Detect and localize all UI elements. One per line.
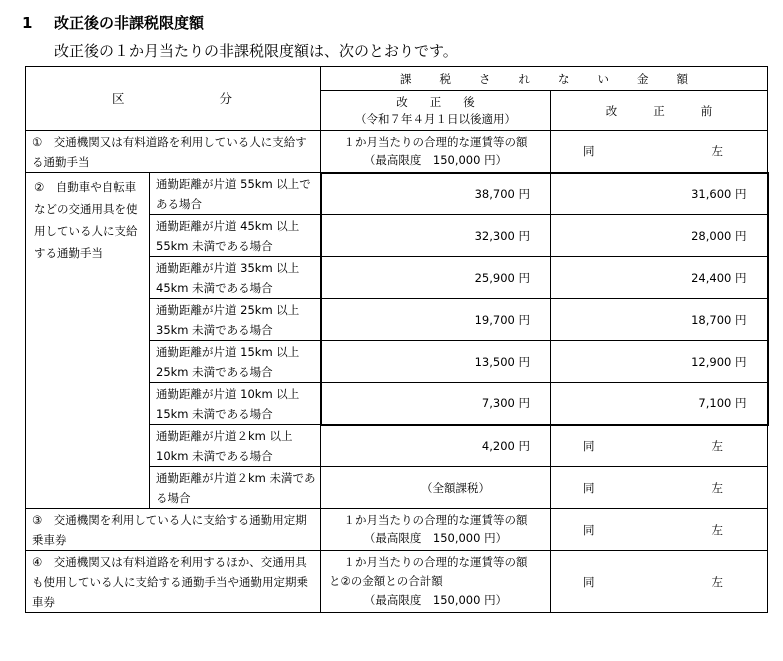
row2-before-4: 18,700 円: [551, 299, 768, 341]
untaxed-amount-header: 課税されない金額: [321, 67, 768, 91]
row2-cond-7: 通勤距離が片道２km 以上10km 未満である場合: [150, 425, 321, 467]
kubun-header-left: 区: [112, 90, 153, 106]
row2-after-7: 4,200 円: [321, 425, 551, 467]
row2-after-2: 32,300 円: [321, 215, 551, 257]
row2-after-3: 25,900 円: [321, 257, 551, 299]
row4-after: １か月当たりの合理的な運賃等の額 と②の金額との合計額 （最高限度 150,000 円）: [321, 551, 551, 613]
row1-category: ① 交通機関又は有料道路を利用している人に支給する通勤手当: [26, 131, 321, 173]
section-number: 1: [22, 14, 33, 32]
tax-exempt-limit-table: [25, 66, 769, 613]
row2-before-1: 31,600 円: [551, 173, 768, 215]
row2-after-8: （全額課税）: [321, 467, 551, 509]
row2-cond-3: 通勤距離が片道 35km 以上45km 未満である場合: [150, 257, 321, 299]
row4-before: 同 左: [551, 551, 768, 613]
after-revision-header: [321, 91, 551, 131]
row2-category: ② 自動車や自転車などの交通用具を使用している人に支給する通勤手当: [26, 173, 150, 509]
row2-cond-5: 通勤距離が片道 15km 以上25km 未満である場合: [150, 341, 321, 383]
row2-cond-4: 通勤距離が片道 25km 以上35km 未満である場合: [150, 299, 321, 341]
row2-after-4: 19,700 円: [321, 299, 551, 341]
row2-after-6: 7,300 円: [321, 383, 551, 425]
row1-before: 同 左: [551, 131, 768, 173]
row2-before-6: 7,100 円: [551, 383, 768, 425]
kubun-header: [26, 67, 321, 131]
row2-after-1: 38,700 円: [321, 173, 551, 215]
before-revision-header: 改正前: [551, 91, 768, 131]
row2-before-8: 同 左: [551, 467, 768, 509]
row2-before-3: 24,400 円: [551, 257, 768, 299]
row3-after: １か月当たりの合理的な運賃等の額 （最高限度 150,000 円）: [321, 509, 551, 551]
row2-after-5: 13,500 円: [321, 341, 551, 383]
row4-category: ④ 交通機関又は有料道路を利用するほか、交通用具も使用している人に支給する通勤手当や通勤用定期乗車券: [26, 551, 321, 613]
after-revision-label: 改正後: [396, 94, 497, 109]
row2-before-7: 同 左: [551, 425, 768, 467]
row3-before: 同 左: [551, 509, 768, 551]
section-heading: [22, 12, 204, 33]
row3-category: ③ 交通機関を利用している人に支給する通勤用定期乗車券: [26, 509, 321, 551]
after-revision-note: （令和７年４月１日以後適用）: [355, 111, 516, 126]
row2-cond-1: 通勤距離が片道 55km 以上である場合: [150, 173, 321, 215]
section-title: 改正後の非課税限度額: [54, 14, 205, 32]
kubun-header-right: 分: [219, 90, 260, 106]
row2-cond-6: 通勤距離が片道 10km 以上15km 未満である場合: [150, 383, 321, 425]
row2-cond-8: 通勤距離が片道２km 未満である場合: [150, 467, 321, 509]
row1-after: １か月当たりの合理的な運賃等の額 （最高限度 150,000 円）: [321, 131, 551, 173]
row2-cond-2: 通勤距離が片道 45km 以上55km 未満である場合: [150, 215, 321, 257]
row2-before-5: 12,900 円: [551, 341, 768, 383]
intro-text: 改正後の１か月当たりの非課税限度額は、次のとおりです。: [54, 42, 458, 60]
row2-before-2: 28,000 円: [551, 215, 768, 257]
